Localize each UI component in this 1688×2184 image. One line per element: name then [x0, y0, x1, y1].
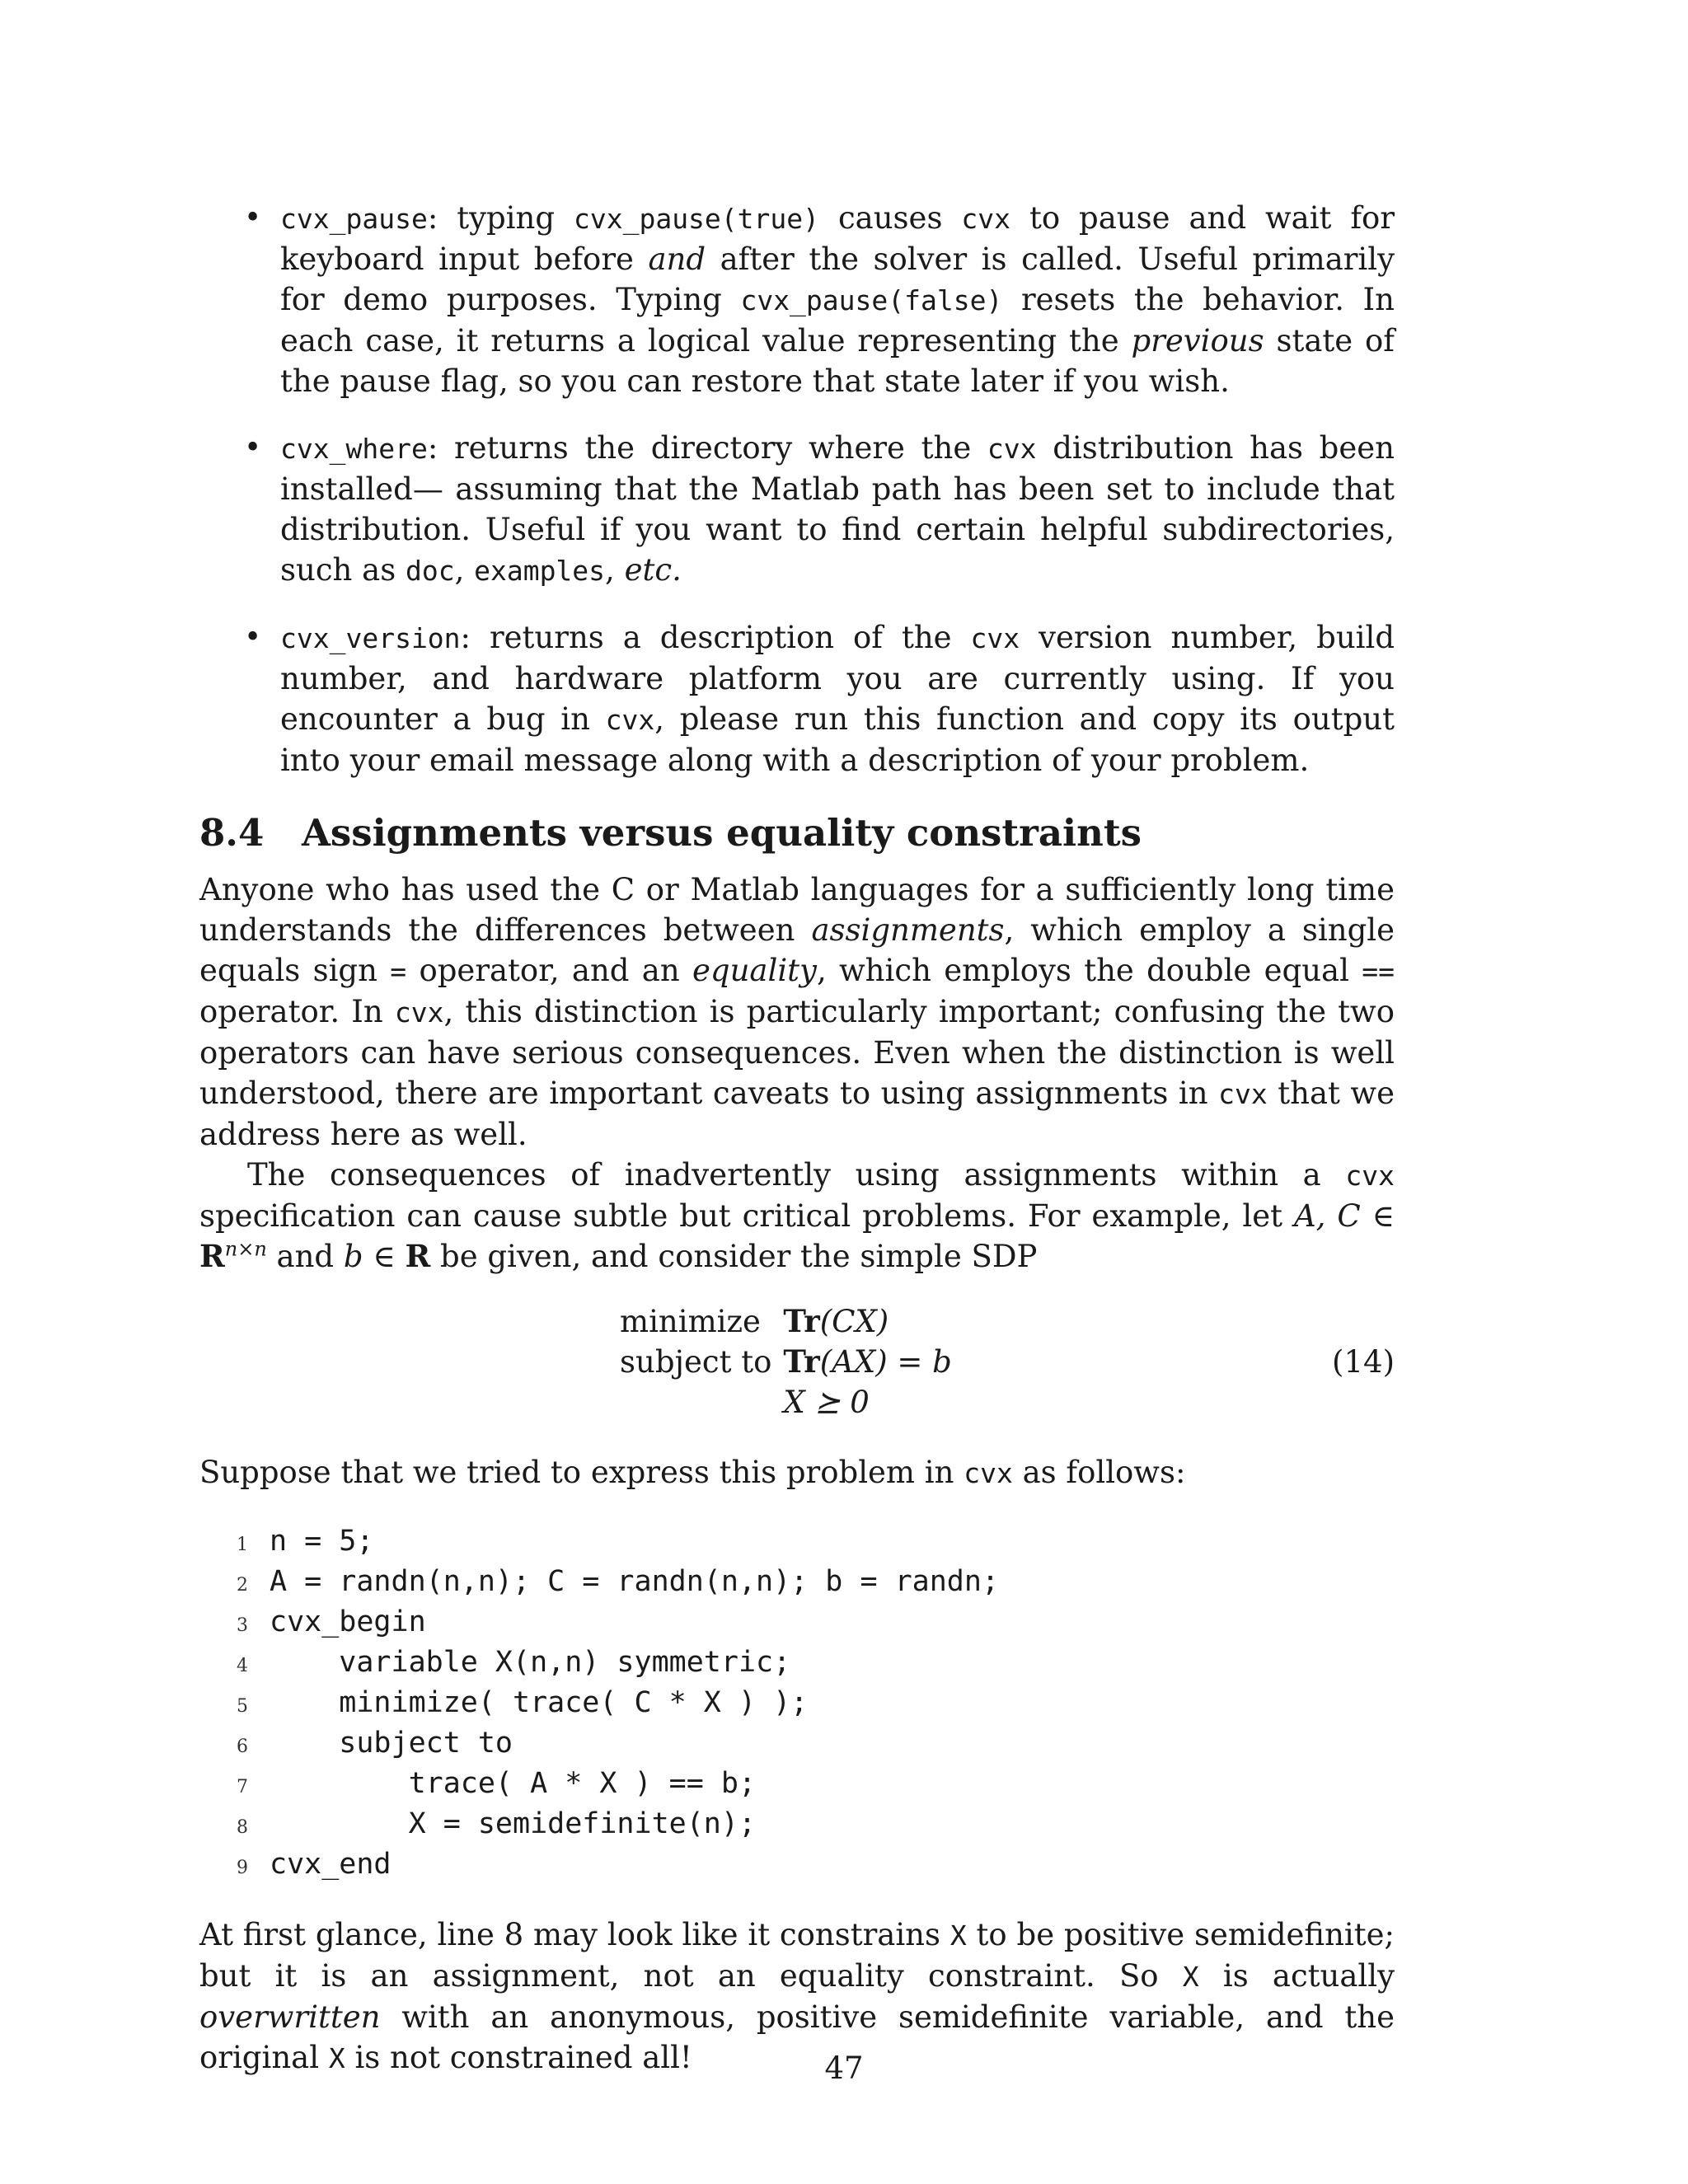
list-item-cvx-version: • cvx_version: returns a description of the cvx version number, build number, and hardware platform you are currently using. If you encounter a bug in cvx, please run this function and copy its output into your email message along with a description of your problem. — [199, 617, 1395, 780]
term-cvx-pause: cvx_pause — [280, 203, 428, 235]
problem-row-constraint-1: subject to Tr(AX) = b — [620, 1343, 952, 1380]
paragraph-consequences: The consequences of inadvertently using assignments within a cvx specification can cause subtle but critical problems. For example, let A, C ∈ $R^{n\times n}$ and b ∈ R be given, and consider the simple SDP — [199, 1157, 1395, 1274]
code-line: 2 A = randn(n,n); C = randn(n,n); b = randn; — [199, 1562, 1395, 1602]
problem-row-constraint-2: X ⪰ 0 — [783, 1385, 870, 1420]
paragraph-suppose: Suppose that we tried to express this problem in cvx as follows: — [199, 1455, 1186, 1490]
code-listing — [199, 1521, 1395, 1885]
list-item-cvx-pause: • cvx_pause: typing cvx_pause(true) causes cvx to pause and wait for keyboard input before and after the solver is called. Useful primarily for demo purposes. Typing cvx_pause(false) resets the behavior. In each case, it returns a logical value representing the previous state of the pause flag, so you can restore that state later if you wish. — [199, 198, 1395, 401]
code-line: 5 minimize( trace( C * X ) ); — [199, 1683, 1395, 1723]
term-cvx-version: cvx_version — [280, 622, 461, 654]
bullet-icon: • — [244, 431, 262, 465]
section-heading — [199, 808, 1395, 858]
list-item-cvx-where: • cvx_where: returns the directory where the cvx distribution has been installed— assuming that the Matlab path has been set to include that distribution. Useful if you want to find certain helpful subdirectories, such as doc, examples, etc. — [199, 428, 1395, 591]
code-line: 3 cvx_begin — [199, 1602, 1395, 1643]
paragraph-intro: Anyone who has used the C or Matlab languages for a sufficiently long time understands the differences between assignments, which employ a single equals sign = operator, and an equality, which employs the double equal == operator. In cvx, this distinction is particularly important; confusing the two operators can have serious consequences. Even when the distinction is well understood, there are important caveats to using assignments in cvx that we address here as well. — [199, 872, 1395, 1152]
line-number: 6 — [237, 1736, 248, 1757]
bullet-icon: • — [244, 201, 262, 235]
paragraph-conclusion: At first glance, line 8 may look like it constrains X to be positive semidefinite; but it is an assignment, not an equality constraint. So X is actually overwritten with an anonymous, positive semidefinite variable, and the original X is not constrained all! — [199, 1917, 1395, 2075]
line-number: 4 — [237, 1656, 248, 1676]
code-line: 7 trace( A * X ) == b; — [199, 1764, 1395, 1804]
code-line: 4 variable X(n,n) symmetric; — [199, 1643, 1395, 1683]
function-list — [199, 198, 1395, 780]
line-number: 7 — [237, 1777, 248, 1797]
term-cvx-where: cvx_where — [280, 433, 428, 465]
code-line: 1 n = 5; — [199, 1521, 1395, 1562]
problem-table — [620, 1301, 964, 1422]
bullet-icon: • — [244, 621, 262, 654]
code-line: 9 cvx_end — [199, 1844, 1395, 1885]
section-title: Assignments versus equality constraints — [302, 811, 1142, 855]
page-number: 47 — [824, 2050, 864, 2086]
equation-number: (14) — [1332, 1344, 1395, 1380]
line-number: 5 — [237, 1696, 248, 1717]
code-line: 8 X = semidefinite(n); — [199, 1804, 1395, 1844]
line-number: 9 — [237, 1858, 248, 1878]
section-number: 8.4 — [199, 811, 265, 855]
line-number: 3 — [237, 1615, 248, 1636]
line-number: 8 — [237, 1817, 248, 1838]
line-number: 2 — [237, 1575, 248, 1596]
document-page — [199, 198, 1395, 2079]
line-number: 1 — [237, 1535, 248, 1555]
code-line: 6 subject to — [199, 1723, 1395, 1764]
problem-row-objective: minimize Tr(CX) — [620, 1303, 889, 1339]
sdp-problem — [199, 1301, 1395, 1422]
